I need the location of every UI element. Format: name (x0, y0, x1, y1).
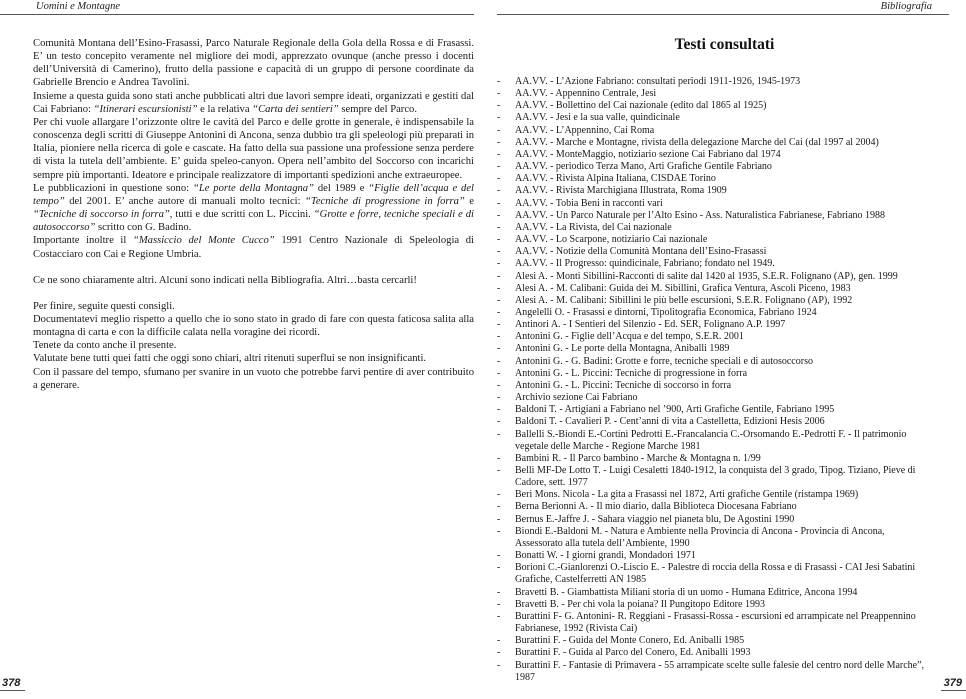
bibliography-entry: - Burattini F. - Guida al Parco del Conero, Ed. Aniballi 1993 (497, 647, 927, 659)
bibliography-entry: - Ballelli S.-Biondi E.-Cortini Pedrotti E.-Francalancia C.-Orsomando E.-Pedrotti F. - Il patrimonio vegetale delle Marche - Regione Marche 1981 (497, 429, 927, 453)
book-title: “Tecniche di soccorso in forra” (33, 209, 170, 221)
bibliography-entry: - Alesi A. - M. Calibani: Guida dei M. Sibillini, Grafica Ventura, Ascoli Piceno, 1983 (497, 283, 927, 295)
bibliography-entry: - AA.VV. - MonteMaggio, notiziario sezione Cai Fabriano dal 1974 (497, 149, 927, 161)
running-head: Uomini e Montagne (36, 1, 120, 12)
bibliography-entry: - Belli MF-De Lotto T. - Luigi Cesaletti 1840-1912, la conquista del 3 grado, Tipog. Tiziano, Pieve di Cadore, sett. 1977 (497, 465, 927, 489)
bibliography-entry: - Bambini R. - Il Parco bambino - Marche & Montagna n. 1/99 (497, 453, 927, 465)
bibliography-entry: - Antonini G. - L. Piccini: Tecniche di soccorso in forra (497, 380, 927, 392)
bibliography-entry: - AA.VV. - Rivista Alpina Italiana, CISDAE Torino (497, 173, 927, 185)
page-number: 378 (2, 677, 21, 689)
page-number-rule (0, 690, 25, 691)
text-run: Le pubblicazioni in questione sono: (33, 182, 193, 194)
bibliography-entry: - Berna Berionni A. - Il mio diario, dalla Biblioteca Diocesana Fabriano (497, 501, 927, 513)
bibliography-entry: - Burattini F. - Guida del Monte Conero, Ed. Aniballi 1985 (497, 635, 927, 647)
text-run: scritto con G. Badino. (95, 222, 192, 234)
bibliography-entry: - AA.VV. - periodico Terza Mano, Arti Grafiche Gentile Fabriano (497, 161, 927, 173)
bibliography-entry: - Antonini G. - Le porte della Montagna, Aniballi 1989 (497, 343, 927, 355)
bibliography-entry: - Antonini G. - L. Piccini: Tecniche di progressione in forra (497, 368, 927, 380)
book-title: “Massiccio del Monte Cucco” (132, 235, 275, 247)
text-run: del 1989 e (314, 182, 369, 194)
book-title: “Carta dei sentieri” (252, 103, 339, 115)
bibliography-entry: - AA.VV. - Tobia Beni in racconti vari (497, 198, 927, 210)
paragraph: Valutate bene tutti quei fatti che oggi sono chiari, altri ritenuti superflui se non insignificanti. (33, 353, 427, 365)
bibliography-entry: - Borioni C.-Gianlorenzi O.-Liscio E. - Palestre di roccia della Rossa e di Frasassi - CAI Jesi Sabatini Grafiche, Castelferretti AN 1985 (497, 562, 927, 586)
paragraph (33, 90, 474, 116)
bibliography-entry: - Burattini F- G. Antonini- R. Reggiani - Frasassi-Rossa - escursioni ed arrampicate nel Preappennino Fabrianese, 1992 (Rivista Cai) (497, 611, 927, 635)
bibliography-entry: - AA.VV. - Il Progresso: quindicinale, Fabriano; fondato nel 1949. (497, 258, 927, 270)
running-head: Bibliografia (880, 1, 932, 12)
page-number-rule (941, 690, 966, 691)
paragraph: Comunità Montana dell’Esino-Frasassi, Parco Naturale Regionale della Gola della Rossa e di Frasassi. E’ un testo concepito veramente nel migliore dei modi, apprezzato ovunque (anche presso i docenti dell’Università di Camerino), frutto della passione e capacità di un gruppo di persone coordinate da Gabrielle Brencio e Andrea Tavolini. (33, 38, 474, 89)
book-title: “Figlie dell’acqua e del tempo” (33, 182, 474, 207)
bibliography-entry: - AA.VV. - Lo Scarpone, notiziario Cai nazionale (497, 234, 927, 246)
bibliography-entry: - Baldoni T. - Cavalieri P. - Cent’anni di vita a Castelletta, Edizioni Hesis 2006 (497, 416, 927, 428)
bibliography-entry: - Bonatti W. - I giorni grandi, Mondadori 1971 (497, 550, 927, 562)
text-run: e (464, 195, 474, 207)
bibliography-entry: - AA.VV. - L’Appennino, Cai Roma (497, 125, 927, 137)
text-run: Importante inoltre il (33, 235, 133, 247)
section-title: Testi consultati (674, 36, 775, 53)
text-run: Insieme a questa guida sono stati anche pubblicati altri due lavori sempre ideati, organizzati e gestiti dal Cai Fabriano: (33, 90, 474, 115)
paragraph: Tenete da conto anche il presente. (33, 340, 177, 352)
page-number: 379 (943, 677, 962, 689)
text-run: e la relativa (197, 103, 253, 115)
text-run: sempre del Parco. (338, 103, 417, 115)
text-run: del 2001. E’ anche autore di manuali molto tecnici: (64, 195, 306, 207)
bibliography-entry: - Alesi A. - M. Calibani: Sibillini le più belle escursioni, S.E.R. Folignano (AP), 1992 (497, 295, 927, 307)
bibliography-entry: - Bernus E.-Jaffre J. - Sahara viaggio nel pianeta blu, De Agostini 1990 (497, 514, 927, 526)
paragraph: Con il passare del tempo, sfumano per svanire in un vuoto che potrebbe farvi pentire di aver contribuito a generare. (33, 366, 474, 391)
bibliography-entry: - Alesi A. - Monti Sibillini-Racconti di salite dal 1420 al 1935, S.E.R. Folignano (AP), gen. 1999 (497, 271, 927, 283)
bibliography-entry: - Bravetti B. - Giambattista Miliani storia di un uomo - Humana Editrice, Ancona 1994 (497, 587, 927, 599)
bibliography-entry: - AA.VV. - L’Azione Fabriano: consultati periodi 1911-1926, 1945-1973 (497, 76, 927, 88)
paragraph: Documentatevi meglio rispetto a quello che io sono stato in grado di fare con questa faticosa salita alla montagna di carta e con la difficile calata nella voragine dei ricordi. (33, 313, 474, 339)
header-rule (0, 14, 474, 15)
bibliography-entry: - AA.VV. - Un Parco Naturale per l’Alto Esino - Ass. Naturalistica Fabrianese, Fabriano 1988 (497, 210, 927, 222)
bibliography-entry: - Angelelli O. - Frasassi e dintorni, Tipolitografia Economica, Fabriano 1924 (497, 307, 927, 319)
bibliography-entry: - AA.VV. - La Rivista, del Cai nazionale (497, 222, 927, 234)
bibliography-entry: - AA.VV. - Marche e Montagne, rivista della delegazione Marche del Cai (dal 1997 al 2004) (497, 137, 927, 149)
text-run: , tutti e due scritti con L. Piccini. (169, 209, 314, 221)
book-title: “Le porte della Montagna” (192, 182, 314, 194)
bibliography-entry: - Antinori A. - I Sentieri del Silenzio - Ed. SER, Folignano A.P. 1997 (497, 319, 927, 331)
paragraph: Per chi vuole allargare l’orizzonte oltre le cavità del Parco e delle grotte in generale, è indispensabile la conoscenza degli scritti di Giuseppe Antonini di Ancona, senza dubbio tra gli speleologi più preparati in Italia, pioniere nella ricerca di gole e cascate. Ha fatto della sua passione una professione senza perdere di vista la tutela dell’ambiente. E’ guida speleo-canyon. Opera nell’ambito del Soccorso con incarichi sempre più importanti. Ideatore e principale realizzatore di importanti spedizioni anche extraeuropee. (33, 116, 474, 181)
paragraph: Per finire, seguite questi consigli. (33, 300, 175, 312)
bibliography-entry: - Baldoni T. - Artigiani a Fabriano nel ’900, Arti Grafiche Gentile, Fabriano 1995 (497, 404, 927, 416)
book-title: “Itinerari escursionisti” (93, 103, 198, 115)
book-title: “Tecniche di progressione in forra” (305, 195, 465, 207)
bibliography-entry: - Antonini G. - Figlie dell’Acqua e del tempo, S.E.R. 2001 (497, 331, 927, 343)
body-text (33, 37, 474, 392)
bibliography-entry: - AA.VV. - Jesi e la sua valle, quindicinale (497, 112, 927, 124)
right-page (483, 0, 966, 699)
bibliography-entry: - Antonini G. - G. Badini: Grotte e forre, tecniche speciali e di autosoccorso (497, 356, 927, 368)
bibliography-entry: - Beri Mons. Nicola - La gita a Frasassi nel 1872, Arti grafiche Gentile (ristampa 1969) (497, 489, 927, 501)
paragraph (33, 182, 474, 235)
bibliography-entry: - Biondi E.-Baldoni M. - Natura e Ambiente nella Provincia di Ancona - Provincia di Ancona, Assessorato alla tutela dell’Ambiente, 1990 (497, 526, 927, 550)
paragraph (33, 234, 474, 260)
bibliography-entry: - Burattini F. - Fantasie di Primavera - 55 arrampicate scelte sulle falesie del centro nord delle Marche”, 1987 (497, 660, 927, 684)
bibliography-entry: - AA.VV. - Notizie della Comunità Montana dell’Esino-Frasassi (497, 246, 927, 258)
paragraph: Ce ne sono chiaramente altri. Alcuni sono indicati nella Bibliografia. Altri…basta cercarli! (33, 274, 417, 286)
header-rule (497, 14, 949, 15)
bibliography-list (497, 76, 927, 684)
bibliography-entry: - Bravetti B. - Per chi vola la poiana? Il Pungitopo Editore 1993 (497, 599, 927, 611)
bibliography-entry: - Archivio sezione Cai Fabriano (497, 392, 927, 404)
bibliography-entry: - AA.VV. - Rivista Marchigiana Illustrata, Roma 1909 (497, 185, 927, 197)
book-title: “Grotte e forre, tecniche speciali e di autosoccorso” (33, 209, 474, 234)
text-run: 1991 Centro Nazionale di Speleologia di Costacciaro con Cai e Regione Umbria. (33, 235, 474, 260)
bibliography-entry: - AA.VV. - Bollettino del Cai nazionale (edito dal 1865 al 1925) (497, 100, 927, 112)
bibliography-entry: - AA.VV. - Appennino Centrale, Jesi (497, 88, 927, 100)
